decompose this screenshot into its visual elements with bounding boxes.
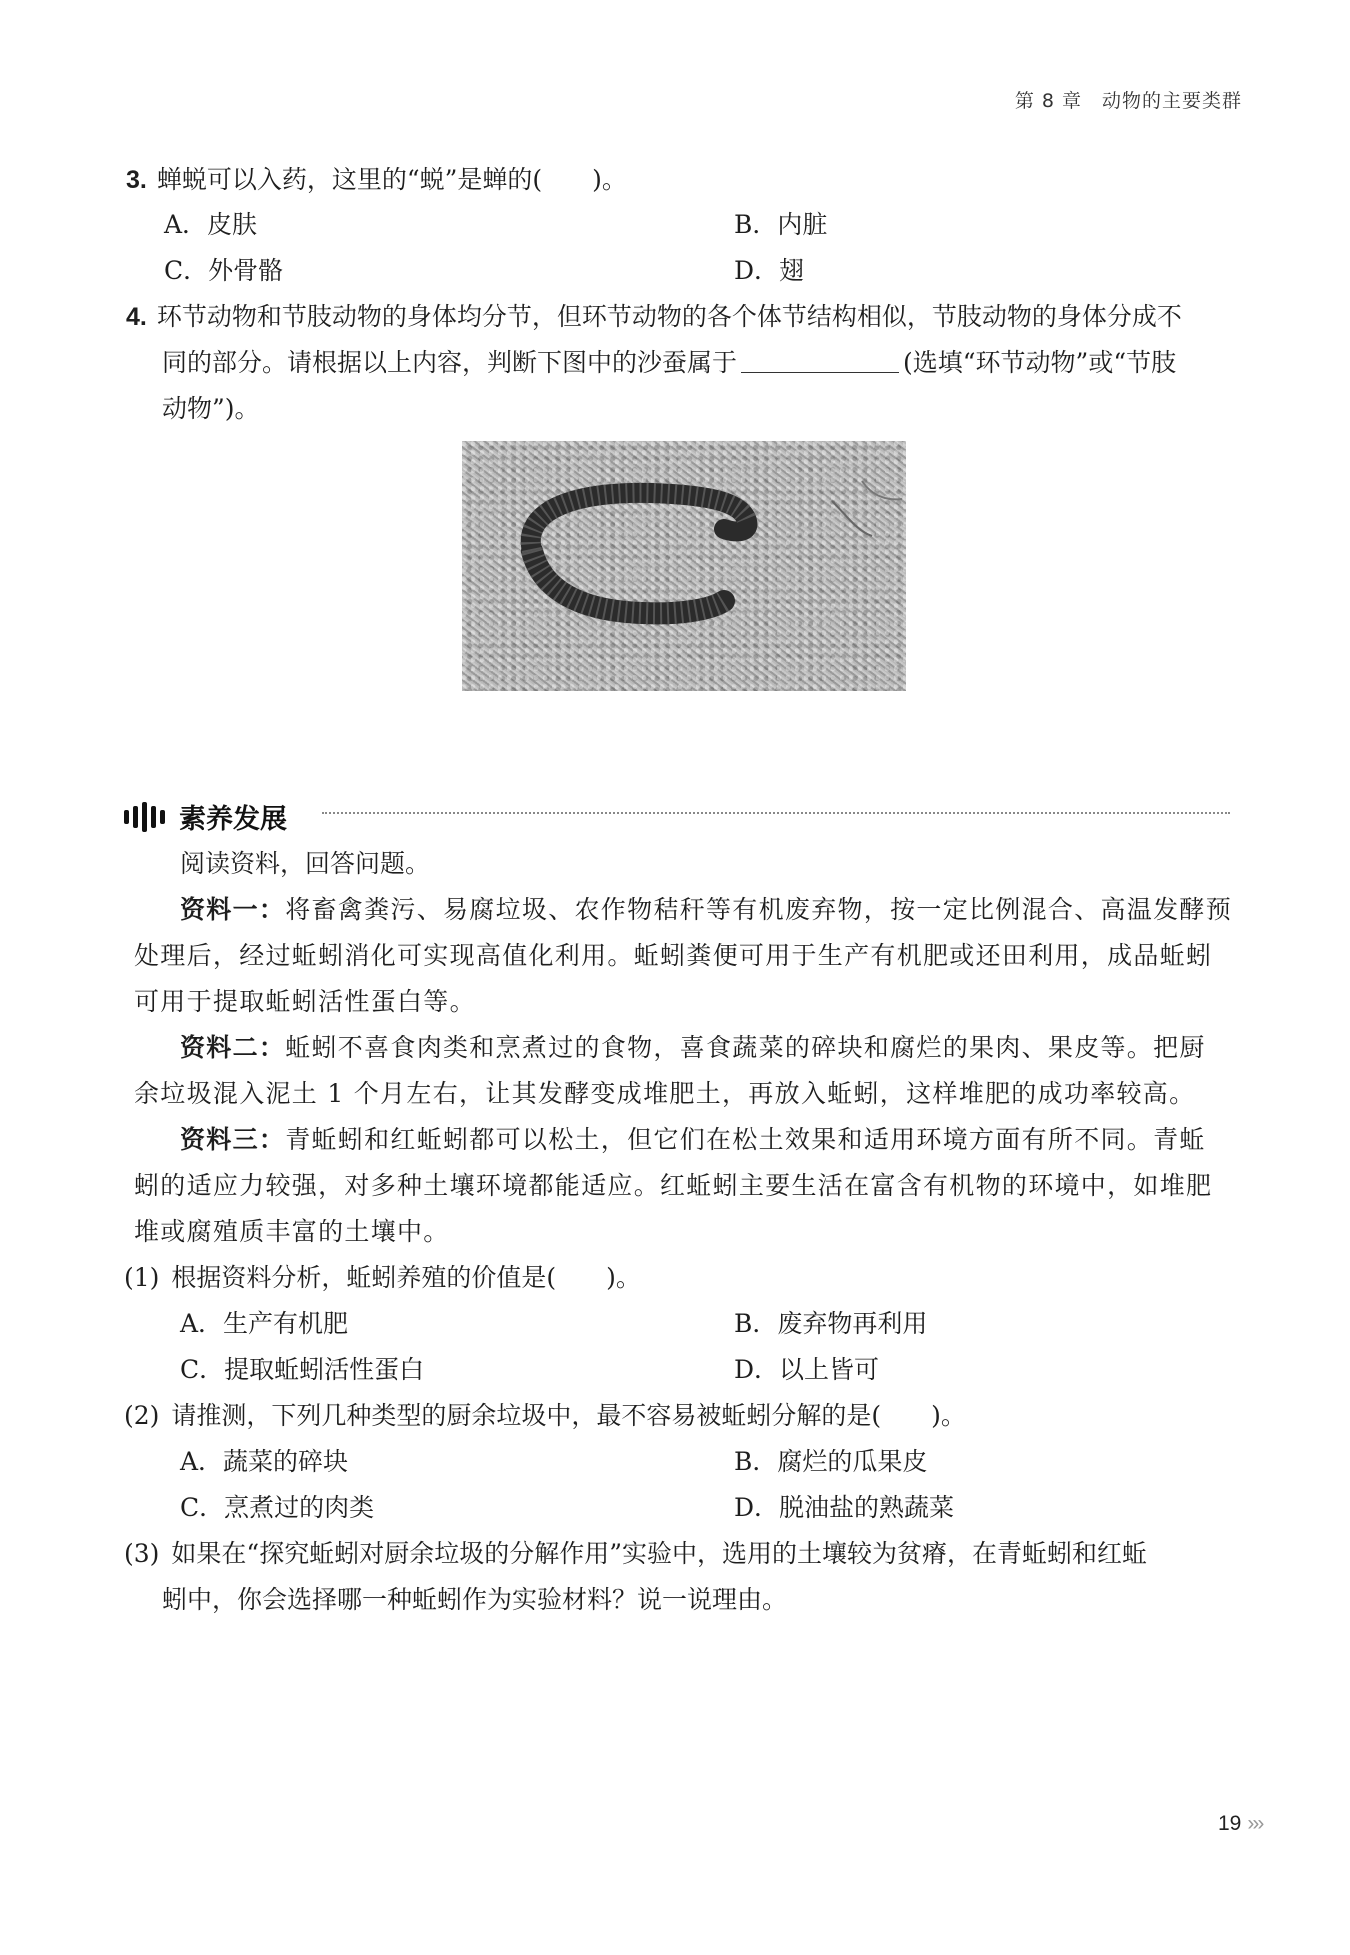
sub-question-2 <box>124 1399 966 1433</box>
material-1-line-2: 处理后，经过蚯蚓消化可实现高值化利用。蚯蚓粪便可用于生产有机肥或还田利用，成品蚯蚓 <box>134 941 1213 970</box>
sub-question-number: (1) <box>124 1263 160 1292</box>
page-number: 19 <box>1218 1812 1242 1835</box>
question-text: (选填“环节动物”或“节肢 <box>903 348 1177 377</box>
sub-question-number: (2) <box>124 1401 160 1430</box>
next-arrows-icon: ››› <box>1247 1812 1263 1835</box>
material-2-line-1 <box>180 1031 1206 1065</box>
answer-blank[interactable] <box>741 348 899 373</box>
option-b: B．腐烂的瓜果皮 <box>734 1447 928 1476</box>
question-stem: 蝉蜕可以入药，这里的“蜕”是蝉的( )。 <box>156 165 627 194</box>
sub-question-number: (3) <box>124 1539 160 1568</box>
material-3-label: 资料三： <box>180 1125 286 1154</box>
material-text: 将畜禽粪污、易腐垃圾、农作物秸秆等有机废弃物，按一定比例混合、高温发酵预 <box>285 895 1233 924</box>
material-1-label: 资料一： <box>180 895 286 924</box>
section-divider <box>322 812 1230 814</box>
question-3 <box>126 163 627 197</box>
option-d: D．翅 <box>734 256 805 285</box>
sandworm-photo <box>462 441 906 691</box>
sub-question-1 <box>124 1261 641 1295</box>
option-c: C．提取蚯蚓活性蛋白 <box>180 1355 425 1384</box>
material-1-line-1 <box>180 893 1232 927</box>
reading-intro: 阅读资料，回答问题。 <box>180 849 431 878</box>
question-4 <box>126 300 1182 334</box>
question-stem-line-1: 环节动物和节肢动物的身体均分节，但环节动物的各个体节结构相似，节肢动物的身体分成不 <box>156 302 1182 331</box>
sub-question-stem: 请推测，下列几种类型的厨余垃圾中，最不容易被蚯蚓分解的是( )。 <box>171 1401 966 1430</box>
sub-question-3 <box>124 1537 1147 1571</box>
page-footer <box>1218 1812 1262 1836</box>
sub-question-stem: 根据资料分析，蚯蚓养殖的价值是( )。 <box>171 1263 641 1292</box>
option-c: C．烹煮过的肉类 <box>180 1493 375 1522</box>
material-text: 蚯蚓不喜食肉类和烹煮过的食物，喜食蔬菜的碎块和腐烂的果肉、果皮等。把厨 <box>285 1033 1206 1062</box>
material-3-line-3: 堆或腐殖质丰富的土壤中。 <box>134 1217 450 1246</box>
section-bars-icon <box>124 802 169 832</box>
section-header <box>124 797 287 836</box>
question-4-line-2 <box>162 346 1176 380</box>
question-text: 同的部分。请根据以上内容，判断下图中的沙蚕属于 <box>162 348 738 377</box>
material-3-line-2: 蚓的适应力较强，对多种土壤环境都能适应。红蚯蚓主要生活在富含有机物的环境中，如堆肥 <box>134 1171 1213 1200</box>
option-c: C．外骨骼 <box>164 256 284 285</box>
option-a: A．生产有机肥 <box>180 1309 349 1338</box>
question-4-line-3: 动物”)。 <box>162 394 260 423</box>
material-3-line-1 <box>180 1123 1206 1157</box>
option-a: A．皮肤 <box>164 210 258 239</box>
material-1-line-3: 可用于提取蚯蚓活性蛋白等。 <box>134 987 476 1016</box>
material-text: 青蚯蚓和红蚯蚓都可以松土，但它们在松土效果和适用环境方面有所不同。青蚯 <box>285 1125 1206 1154</box>
option-b: B．内脏 <box>734 210 828 239</box>
option-a: A．蔬菜的碎块 <box>180 1447 349 1476</box>
question-number: 4. <box>126 303 147 331</box>
sandworm-illustration <box>462 441 906 691</box>
chapter-header: 第 8 章 动物的主要类群 <box>1014 90 1242 112</box>
sub-question-stem: 如果在“探究蚯蚓对厨余垃圾的分解作用”实验中，选用的土壤较为贫瘠，在青蚯蚓和红蚯 <box>171 1539 1147 1568</box>
material-2-line-2: 余垃圾混入泥土 1 个月左右，让其发酵变成堆肥土，再放入蚯蚓，这样堆肥的成功率较高。 <box>134 1079 1196 1108</box>
option-d: D．以上皆可 <box>734 1355 880 1384</box>
question-number: 3. <box>126 166 147 194</box>
section-title: 素养发展 <box>179 804 287 835</box>
option-b: B．废弃物再利用 <box>734 1309 928 1338</box>
material-2-label: 资料二： <box>180 1033 286 1062</box>
sub-question-3-line-2: 蚓中，你会选择哪一种蚯蚓作为实验材料？说一说理由。 <box>162 1585 788 1614</box>
option-d: D．脱油盐的熟蔬菜 <box>734 1493 955 1522</box>
